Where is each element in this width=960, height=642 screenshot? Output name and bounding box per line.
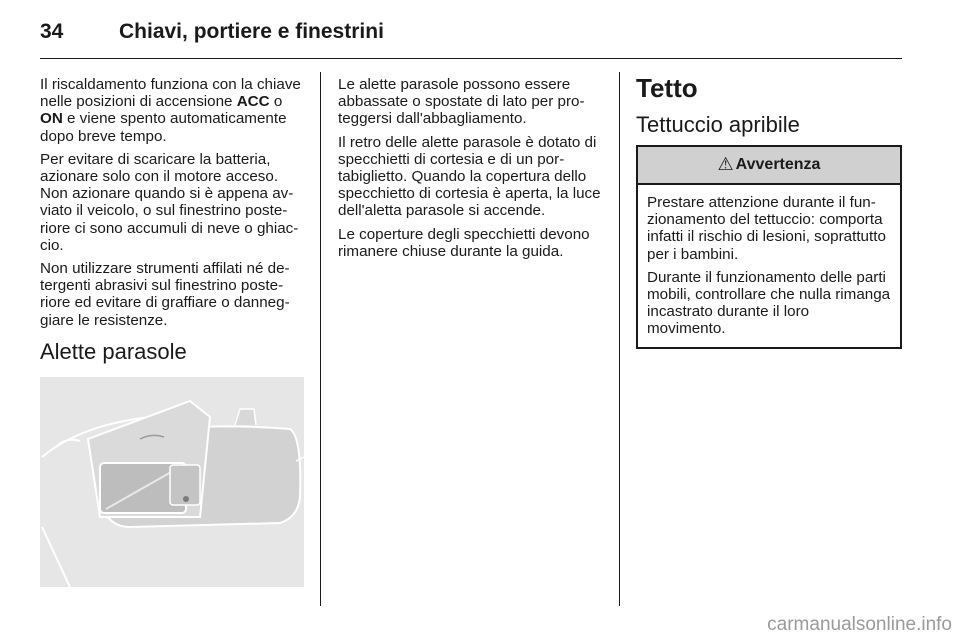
section-title-roof: Tetto (636, 73, 698, 103)
page-number: 34 (40, 20, 64, 43)
column-middle (338, 76, 606, 266)
cleaning-paragraph: Non utilizzare strumenti affilati né detergenti abrasivi sul finestrino posteriore ed evitare di graffiare o danneggiare le resistenze. (40, 260, 290, 329)
column-right (636, 73, 902, 349)
page-header (40, 18, 902, 60)
chapter-title: Chiavi, portiere e finestrini (119, 20, 384, 43)
subsection-title-sunroof: Tettuccio apribile (636, 112, 800, 137)
column-divider-left (320, 72, 321, 606)
warning-paragraph-1: Prestare attenzione durante il funzionamento del tettuccio: comporta infatti il rischio di lesioni, soprattutto per i bambini. (647, 194, 886, 263)
warning-box (636, 145, 902, 349)
column-left (40, 76, 306, 587)
warning-heading: Avvertenza (735, 156, 821, 174)
warning-triangle-icon: ⚠ (717, 154, 734, 175)
column-divider-right (619, 72, 620, 606)
sun-visor-illustration (40, 377, 304, 587)
warning-header (638, 147, 900, 185)
visor-paragraph-1: Le alette parasole possono essere abbassate o spostate di lato per proteggersi dall'abbagliamento. (338, 76, 585, 128)
warning-body (638, 185, 900, 347)
header-rule (40, 58, 902, 59)
acc-label: ACC (236, 93, 270, 111)
section-title-sun-visors: Alette parasole (40, 338, 187, 364)
warning-paragraph-2: Durante il funzionamento delle parti mobili, controllare che nulla rimanga incastrato durante il loro movimento. (647, 268, 891, 338)
visor-paragraph-2: Il retro delle alette parasole è dotato di specchietti di cortesia e di un portabiglietto. Quando la copertura dello specchietto di cortesia è aperta, la luce dell'aletta parasole si accende. (338, 133, 601, 220)
watermark: carmanualsonline.info (767, 614, 952, 635)
on-label: ON (40, 110, 63, 128)
battery-paragraph: Per evitare di scaricare la batteria, azionare solo con il motore acceso. Non azionare quando si è appena avviato il veicolo, o sul finestrino posteriore ci sono accumuli di neve o ghiaccio. (40, 150, 299, 254)
heating-paragraph: Il riscaldamento funziona con la chiave nelle posizioni di accensione ACC o ON e viene spento automaticamente dopo breve tempo. (40, 76, 301, 145)
visor-paragraph-3: Le coperture degli specchietti devono rimanere chiuse durante la guida. (338, 225, 590, 260)
